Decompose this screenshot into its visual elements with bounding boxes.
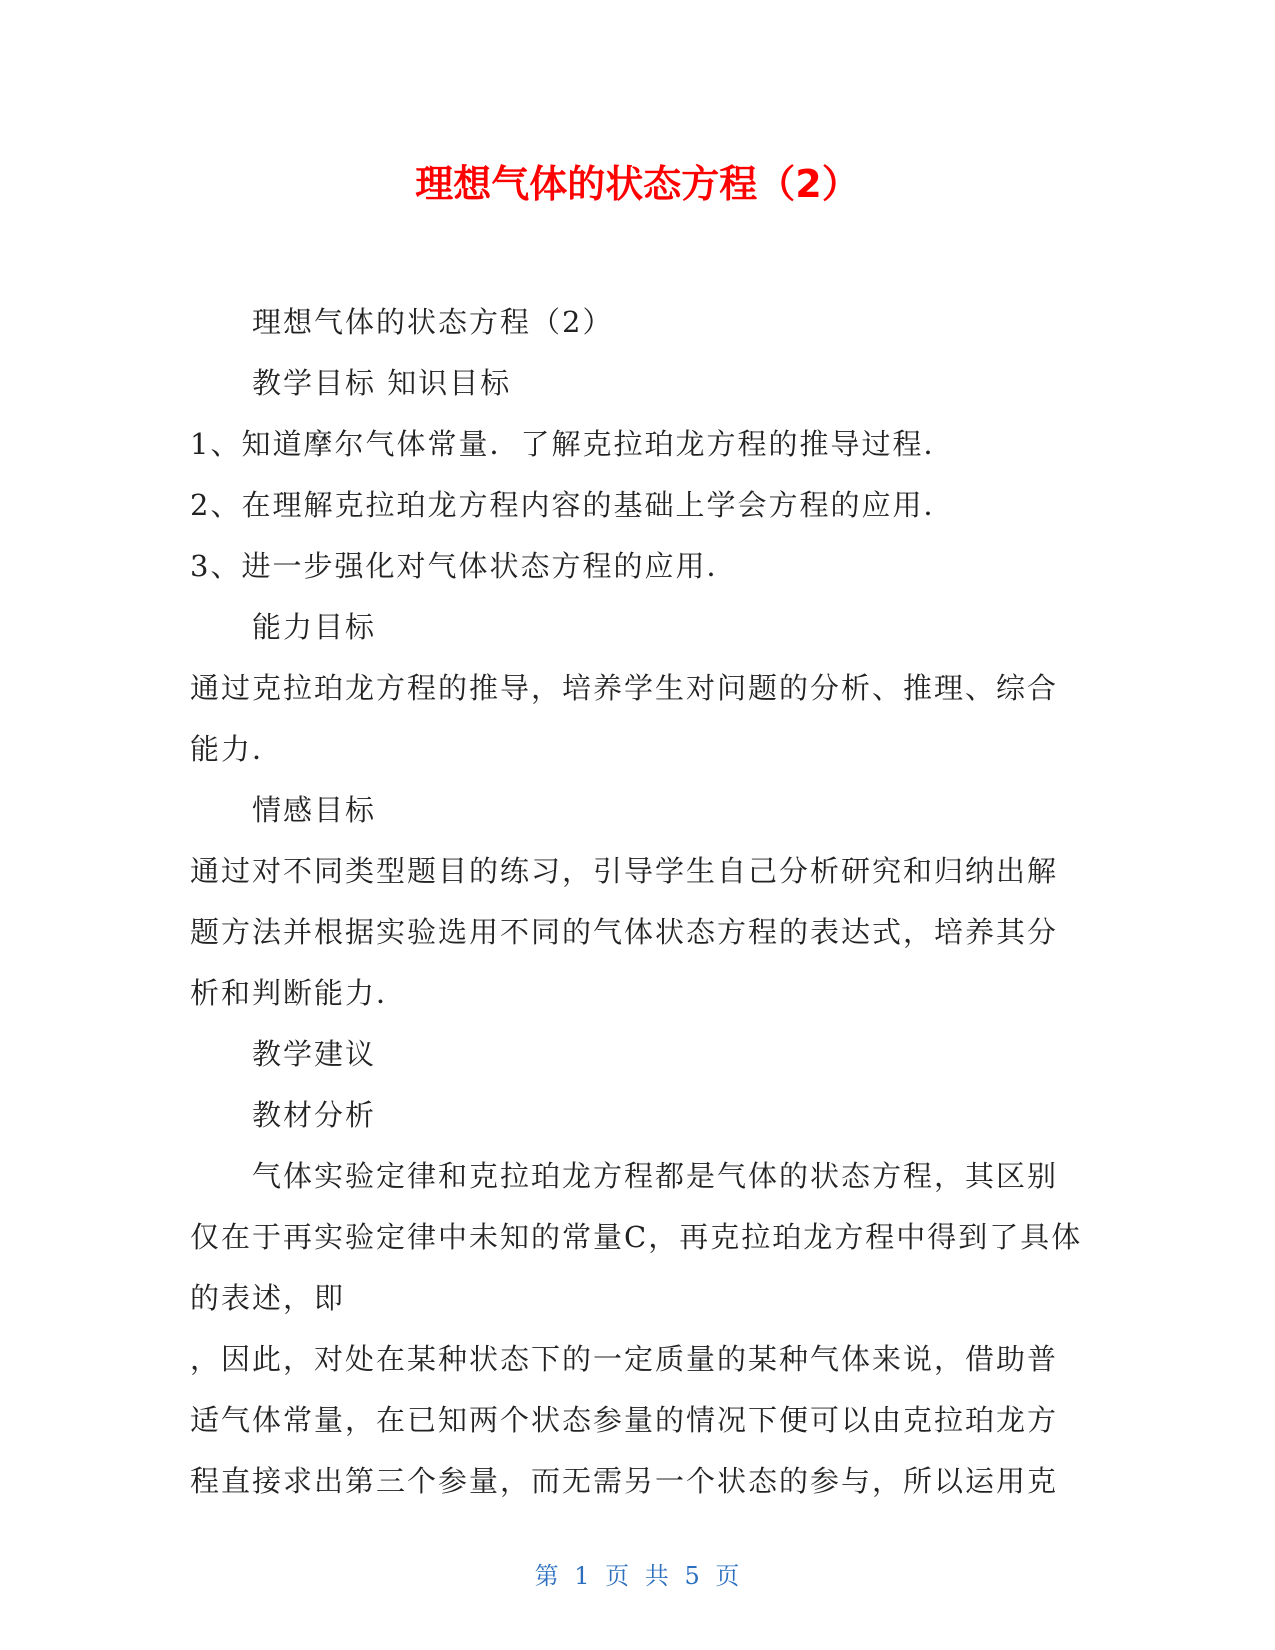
paragraph-material-heading-line-1: 教材分析 <box>252 1098 377 1132</box>
paragraph-material-text-line-2: 仅在于再实验定律中未知的常量C，再克拉珀龙方程中得到了具体 <box>190 1220 1083 1254</box>
document-body <box>190 292 1083 1512</box>
paragraph-material-text-2-line-2: 适气体常量，在已知两个状态参量的情况下便可以由克拉珀龙方 <box>190 1403 1059 1437</box>
paragraph-ability-heading-line-1: 能力目标 <box>252 610 377 644</box>
paragraph-suggestion-heading-line-1: 教学建议 <box>252 1037 377 1071</box>
paragraph-knowledge-goal-3-line-1: 3、进一步强化对气体状态方程的应用． <box>190 549 738 583</box>
page-number: 第 1 页 共 5 页 <box>534 1562 741 1590</box>
paragraph-ability-text-line-1: 通过克拉珀龙方程的推导，培养学生对问题的分析、推理、综合 <box>190 671 1059 705</box>
paragraph-ability-text-line-2: 能力． <box>190 732 284 766</box>
paragraph-emotion-text-line-2: 题方法并根据实验选用不同的气体状态方程的表达式，培养其分 <box>190 915 1059 949</box>
paragraph-material-text-2-line-3: 程直接求出第三个参量，而无需另一个状态的参与，所以运用克 <box>190 1464 1059 1498</box>
paragraph-material-text-line-1: 气体实验定律和克拉珀龙方程都是气体的状态方程，其区别 <box>252 1159 1059 1193</box>
paragraph-knowledge-goal-1-line-1: 1、知道摩尔气体常量．了解克拉珀龙方程的推导过程． <box>190 427 955 461</box>
paragraph-emotion-heading-line-1: 情感目标 <box>252 793 377 827</box>
paragraph-emotion-text-line-1: 通过对不同类型题目的练习，引导学生自己分析研究和归纳出解 <box>190 854 1059 888</box>
paragraph-material-text-line-3: 的表述，即 <box>190 1281 346 1315</box>
paragraph-goals-heading-line-1: 教学目标 知识目标 <box>252 366 512 400</box>
page-title: 理想气体的状态方程（2） <box>415 162 860 206</box>
paragraph-subtitle-line-1: 理想气体的状态方程（2） <box>252 305 614 339</box>
paragraph-emotion-text-line-3: 析和判断能力． <box>190 976 408 1010</box>
paragraph-knowledge-goal-2-line-1: 2、在理解克拉珀龙方程内容的基础上学会方程的应用． <box>190 488 955 522</box>
paragraph-material-text-2-line-1: ，因此，对处在某种状态下的一定质量的某种气体来说，借助普 <box>190 1342 1059 1376</box>
